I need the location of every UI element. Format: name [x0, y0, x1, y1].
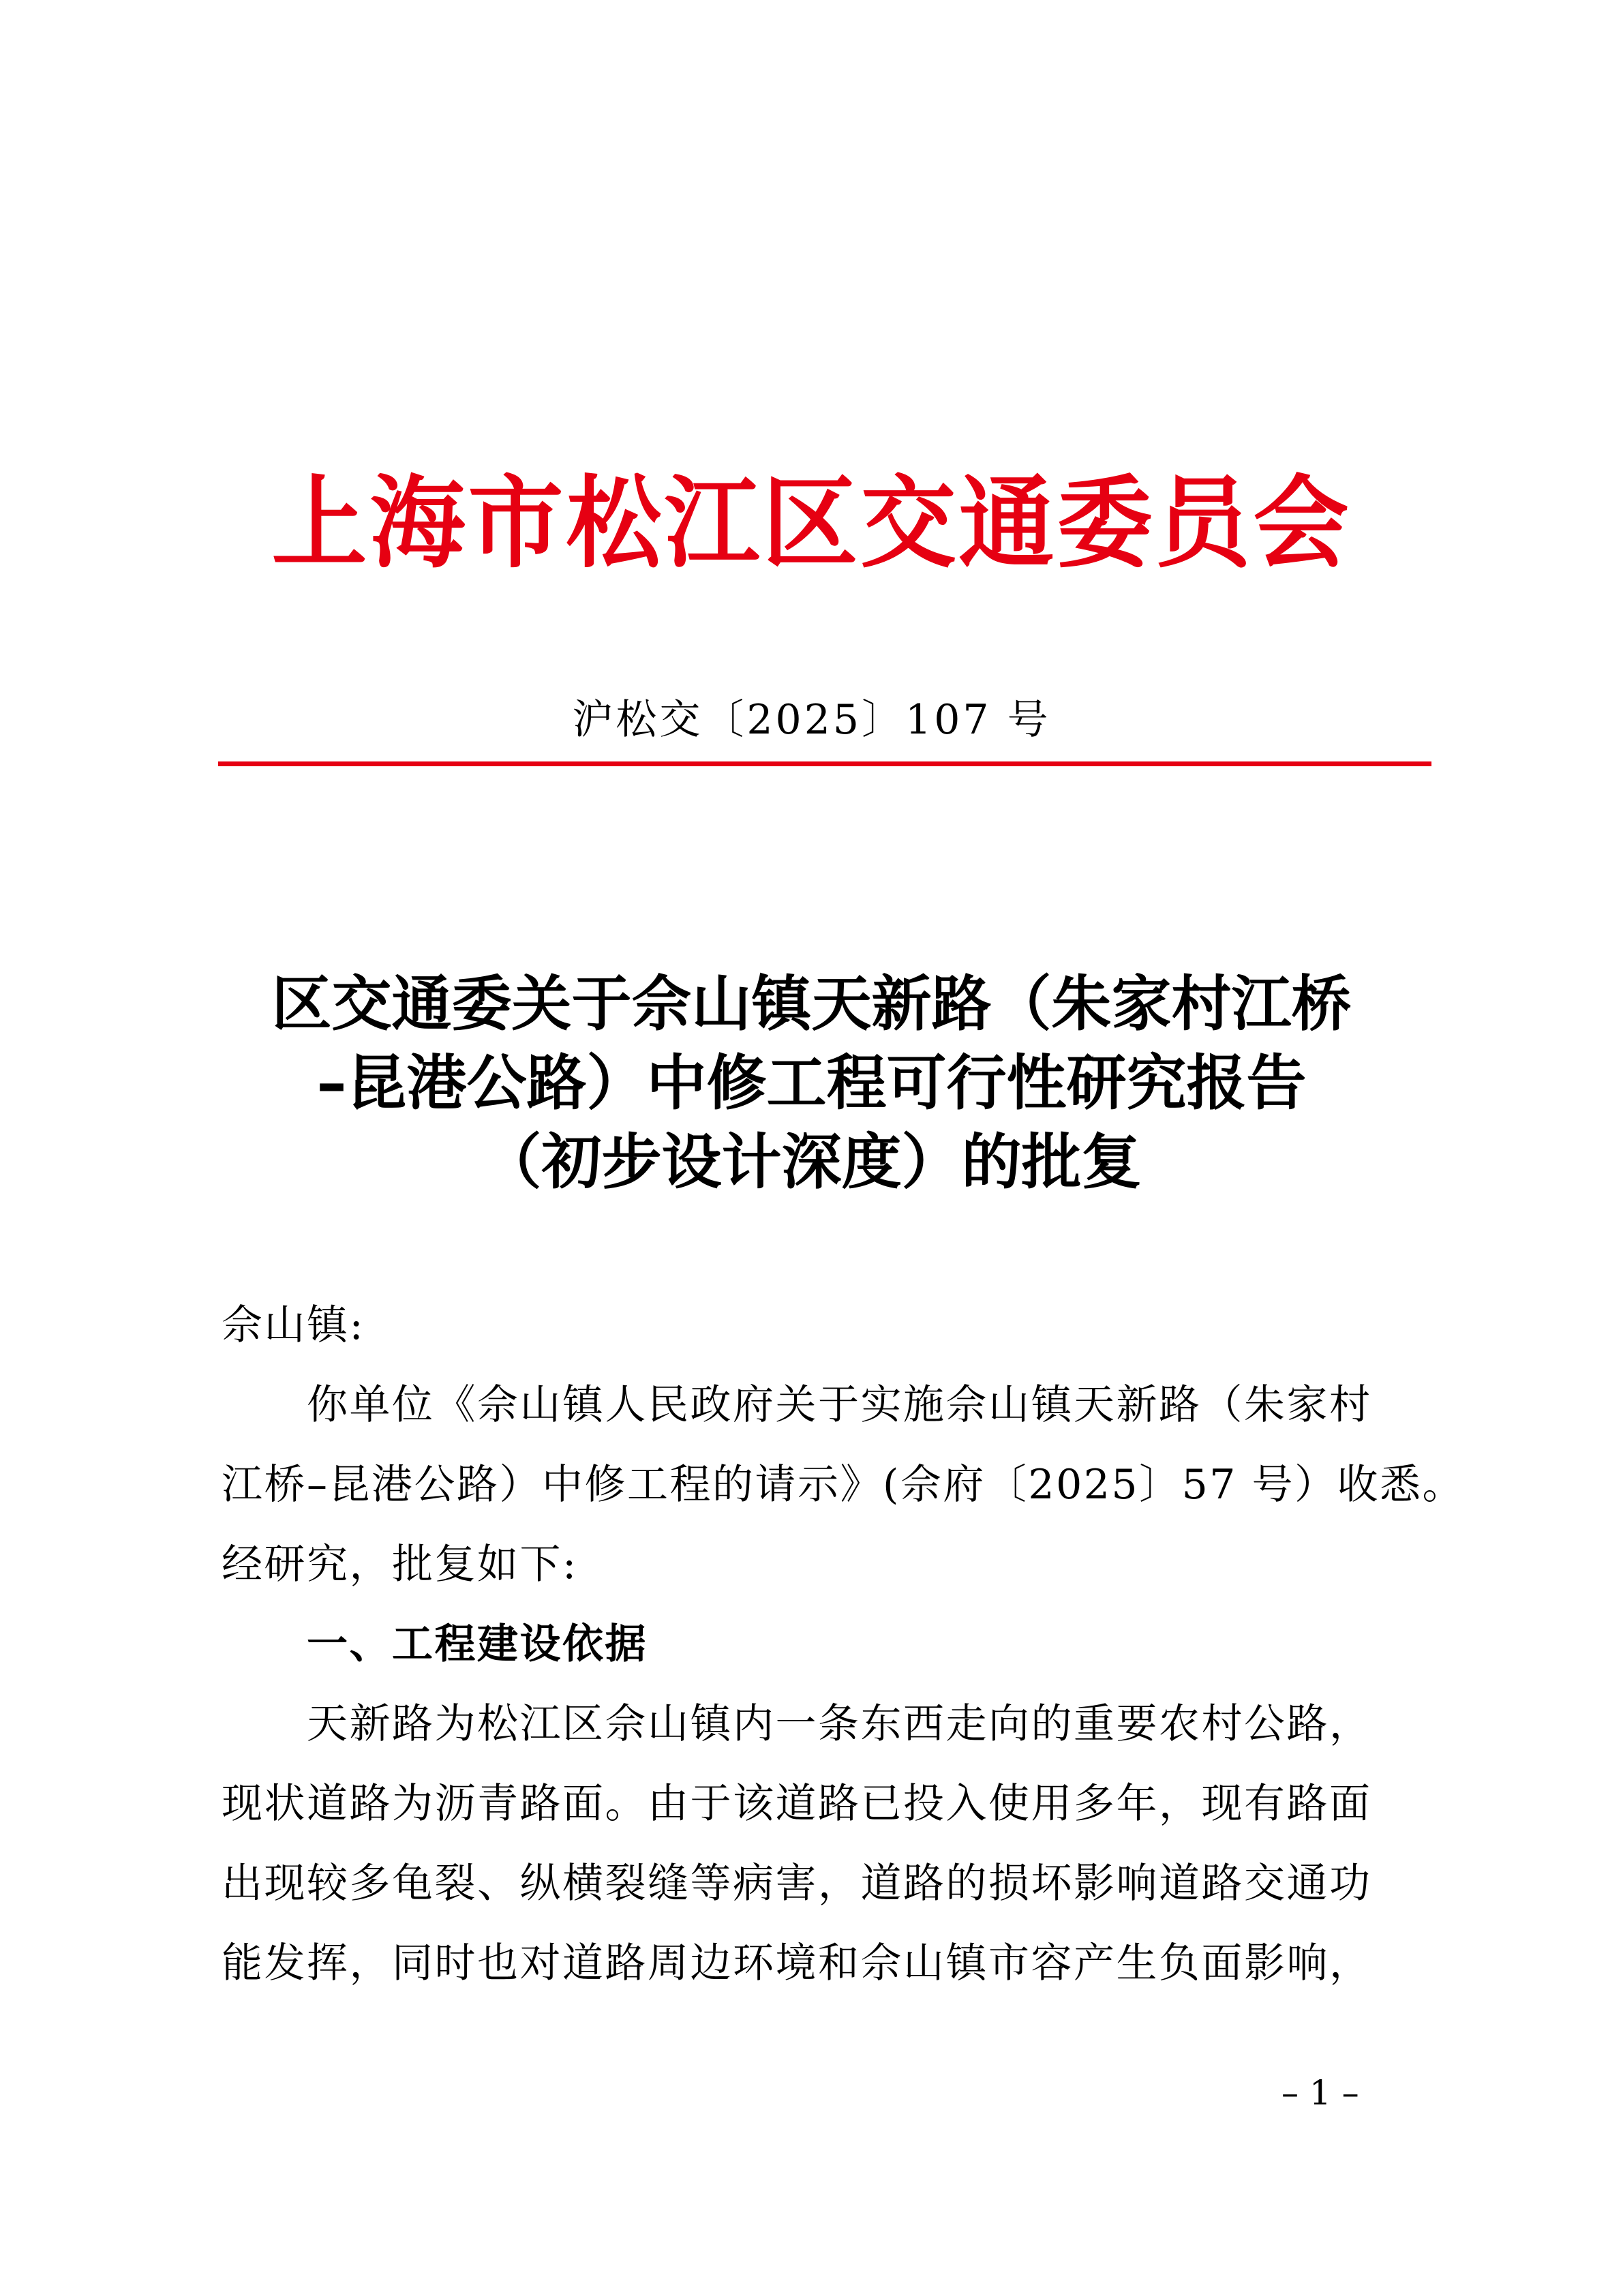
page-number: – 1 – [1281, 2073, 1359, 2113]
document-number: 沪松交〔2025〕107 号 [572, 696, 1051, 744]
document-title-line-1: 区交通委关于佘山镇天新路（朱家村江桥 [271, 969, 1352, 1039]
paragraph-line: 江桥–昆港公路）中修工程的请示》(佘府〔2025〕57 号）收悉。 [222, 1461, 1466, 1509]
red-divider-line [218, 761, 1431, 766]
addressee: 佘山镇: [222, 1301, 365, 1349]
paragraph-line: 你单位《佘山镇人民政府关于实施佘山镇天新路（朱家村 [307, 1381, 1372, 1429]
paragraph-line: 能发挥，同时也对道路周边环境和佘山镇市容产生负面影响， [222, 1939, 1372, 1987]
paragraph-line: 天新路为松江区佘山镇内一条东西走向的重要农村公路， [307, 1700, 1372, 1748]
issuing-organization-header: 上海市松江区交通委员会 [271, 464, 1352, 583]
document-title-line-3: （初步设计深度）的批复 [481, 1127, 1142, 1197]
section-heading: 一、工程建设依据 [307, 1620, 648, 1668]
paragraph-line: 出现较多龟裂、纵横裂缝等病害，道路的损坏影响道路交通功 [222, 1860, 1372, 1907]
paragraph-line: 经研究，批复如下: [222, 1541, 578, 1588]
document-title-line-2: –昆港公路）中修工程可行性研究报告 [316, 1048, 1307, 1118]
paragraph-line: 现状道路为沥青路面。由于该道路已投入使用多年，现有路面 [222, 1780, 1372, 1828]
